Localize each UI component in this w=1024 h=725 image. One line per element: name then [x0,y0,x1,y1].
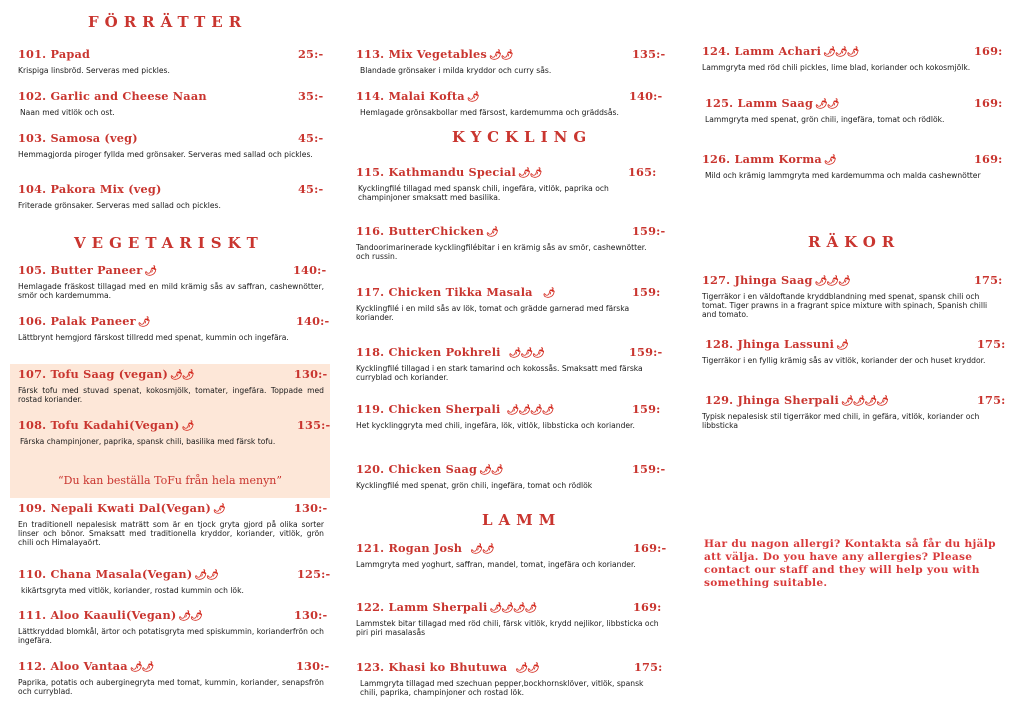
menu-item-128 [702,337,1006,365]
item-price: 175: [634,660,663,674]
item-price: 159: [632,402,661,416]
item-name: 124. Lamm Achari [702,44,822,58]
item-price: 169: [633,600,662,614]
menu-item-126 [702,152,1002,180]
menu-item-115 [356,165,662,202]
item-description: Kycklingfilé tillagad i en stark tamarind och kokossås. Smaksatt med färska curryblad och koriander. [356,364,643,382]
item-price: 125:- [297,567,331,581]
item-name: 121. Rogan Josh [356,541,463,555]
item-name: 104. Pakora Mix (veg) [18,182,162,196]
item-price: 135:- [297,418,331,432]
chili-icon: 🌶 [836,340,848,351]
item-price: 169:- [633,541,667,555]
chili-icon: 🌶🌶🌶🌶 [489,603,537,614]
item-description: Tigerräkor i en väldoftande kryddblandning med spenat, spansk chili och tomat. Tiger prawns in a fragrant spice mixture with spinach, Spanish chilli and tomato. [702,292,988,319]
item-description: Hemmagjorda piroger fyllda med grönsaker. Serveras med sallad och pickles. [18,150,313,159]
item-name: 119. Chicken Sherpali [356,402,501,416]
menu-item-116 [356,224,666,261]
chili-icon: 🌶 [144,266,157,277]
item-price: 135:- [632,47,666,61]
menu-item-127 [702,273,1002,319]
chili-icon: 🌶 [542,288,555,299]
chili-icon: 🌶 [466,92,479,103]
item-name: 112. Aloo Vantaa [18,659,128,673]
menu-item-129 [702,393,1006,430]
menu-item-105 [18,263,326,300]
item-description: Lammgryta med yoghurt, saffran, mandel, tomat, ingefära och koriander. [356,560,636,569]
item-description: Hemlagade grönsakbollar med färsost, kardemumma och gräddsås. [360,108,619,117]
item-name: 101. Papad [18,47,91,61]
menu-item-101 [18,47,326,75]
menu-item-124 [702,44,1002,72]
menu-item-107 [18,367,326,404]
menu-item-121 [356,541,667,569]
menu-item-125 [702,96,1002,124]
chili-icon: 🌶 [137,317,150,328]
chili-icon: 🌶🌶 [470,544,494,555]
chili-icon: 🌶🌶 [194,570,218,581]
item-name: 106. Palak Paneer [18,314,136,328]
item-price: 130:- [294,501,328,515]
chili-icon: 🌶🌶 [489,50,513,61]
menu-item-104 [18,182,326,210]
item-price: 169: [974,44,1003,58]
menu-item-112 [18,659,330,696]
item-name: 127. Jhinga Saag [702,273,813,287]
item-name: 123. Khasi ko Bhutuwa [356,660,508,674]
menu-item-120 [356,462,666,490]
item-description: Mild och krämig lammgryta med kardemumma och malda cashewnötter [705,171,981,180]
item-name: 126. Lamm Korma [702,152,822,166]
item-name: 109. Nepali Kwati Dal(Vegan) [18,501,212,515]
allergy-note: Har du nagon allergi? Kontakta så får du hjälp att välja. Do you have any allergies? Please contact our staff and they will help you with something suitable. [704,538,996,589]
menu-item-108 [18,418,331,446]
item-description: Lammgryta med röd chili pickles, lime blad, koriander och kokosmjölk. [702,63,971,72]
item-description: Kycklingfilé tillagad med spansk chili, ingefära, vitlök, paprika och champinjoner smaksatt med basilika. [358,184,609,202]
item-name: 120. Chicken Saag [356,462,478,476]
menu-item-117 [356,285,662,322]
item-description: Paprika, potatis och auberginegryta med tomat, kummin, koriander, senapsfrön och curryblad. [18,678,324,696]
menu-item-123 [356,660,662,697]
tofu-note: “Du kan beställa ToFu från hela menyn” [58,474,282,487]
item-price: 175: [977,337,1006,351]
item-description: Kycklingfilé med spenat, grön chili, ingefära, tomat och rödlök [356,481,593,490]
item-description: Het kycklinggryta med chili, ingefära, lök, vitlök, libbsticka och koriander. [356,421,635,430]
item-price: 45:- [298,131,324,145]
item-price: 130:- [294,367,328,381]
chili-icon: 🌶🌶 [479,465,503,476]
menu-item-106 [18,314,330,342]
item-price: 140:- [293,263,327,277]
item-name: 111. Aloo Kaauli(Vegan) [18,608,177,622]
item-name: 102. Garlic and Cheese Naan [18,89,207,103]
section-title-kyckling: KYCKLING [452,128,593,146]
item-name: 108. Tofu Kadahi(Vegan) [18,418,180,432]
item-price: 169: [974,152,1003,166]
item-description: Tigerräkor i en fyllig krämig sås av vitlök, koriander der och huset kryddor. [702,356,986,365]
item-price: 159: [632,285,661,299]
menu-item-119 [356,402,662,430]
chili-icon: 🌶🌶🌶🌶 [506,405,554,416]
menu-item-102 [18,89,326,117]
item-price: 140:- [296,314,330,328]
item-description: En traditionell nepalesisk maträtt som är en tjock gryta gjord på olika sorter linser och bönor. Smaksatt med traditionella kryddor, koriander, vitlök, grön chili och Himalayaört. [18,520,324,547]
chili-icon: 🌶🌶🌶🌶 [840,396,888,407]
item-description: Krispiga linsbröd. Serveras med pickles. [18,66,170,75]
chili-icon: 🌶🌶 [129,662,154,673]
chili-icon: 🌶🌶🌶 [814,276,850,287]
section-title-rakor: RÄKOR [808,233,901,251]
item-price: 130:- [294,608,328,622]
item-description: Naan med vitlök och ost. [20,108,115,117]
chili-icon: 🌶🌶 [515,663,539,674]
section-title-lamm: LAMM [482,511,562,529]
item-description: Lammgryta med spenat, grön chili, ingefära, tomat och rödlök. [705,115,945,124]
item-description: Lättbrynt hemgjord färskost tillredd med spenat, kummin och ingefära. [18,333,289,342]
menu-item-113 [356,47,666,75]
menu-item-118 [356,345,662,382]
item-price: 130:- [296,659,330,673]
item-description: Färsk tofu med stuvad spenat, kokosmjölk, tomater, ingefära. Toppade med rostad koriander. [18,386,324,404]
item-name: 122. Lamm Sherpali [356,600,488,614]
item-description: kikärtsgryta med vitlök, koriander, rostad kummin och lök. [21,586,244,595]
chili-icon: 🌶 [213,504,225,515]
item-price: 165: [628,165,657,179]
item-price: 159:- [632,462,666,476]
menu-item-122 [356,600,662,637]
chili-icon: 🌶🌶🌶 [508,348,544,359]
item-name: 114. Malai Kofta [356,89,465,103]
item-name: 129. Jhinga Sherpali [705,393,839,407]
section-title-vegetariskt: VEGETARISKT [74,234,264,252]
chili-icon: 🌶🌶 [178,611,202,622]
item-price: 175: [977,393,1006,407]
item-description: Tandoorimarinerade kycklingfilébitar i en krämig sås av smör, cashewnötter. och russin. [356,243,647,261]
menu-item-114 [356,89,662,117]
menu-item-111 [18,608,326,645]
item-name: 103. Samosa (veg) [18,131,138,145]
item-price: 169: [974,96,1003,110]
chili-icon: 🌶 [181,421,194,432]
item-description: Hemlagade fräskost tillagad med en mild krämig sås av saffran, cashewnötter, smör och kardemumma. [18,282,324,300]
chili-icon: 🌶🌶 [517,168,542,179]
chili-icon: 🌶🌶🌶 [823,47,859,58]
item-name: 113. Mix Vegetables [356,47,487,61]
item-name: 118. Chicken Pokhreli [356,345,501,359]
item-name: 117. Chicken Tikka Masala [356,285,533,299]
item-name: 116. ButterChicken [356,224,484,238]
chili-icon: 🌶 [823,155,836,166]
item-description: Lammstek bitar tillagad med röd chili, färsk vitlök, krydd nejlikor, libbsticka och piri piri masalasås [356,619,659,637]
item-price: 45:- [298,182,324,196]
item-description: Typisk nepalesisk stil tigerräkor med chili, in gefära, vitlök, koriander och libbsticka [702,412,980,430]
item-description: Blandade grönsaker i milda kryddor och curry sås. [360,66,552,75]
item-description: Kycklingfilé i en mild sås av lök, tomat och grädde garnerad med färska koriander. [356,304,630,322]
item-name: 115. Kathmandu Special [356,165,516,179]
item-description: Lammgryta tillagad med szechuan pepper,bockhornsklöver, vitlök, spansk chili, paprika, champinjoner och rostad lök. [360,679,644,697]
item-description: Färska champinjoner, paprika, spansk chili, basilika med färsk tofu. [20,437,276,446]
item-name: 125. Lamm Saag [705,96,814,110]
item-price: 159:- [629,345,663,359]
section-title-forratter: FÖRRÄTTER [88,13,248,31]
menu-item-110 [18,567,331,595]
item-name: 110. Chana Masala(Vegan) [18,567,193,581]
item-price: 175: [974,273,1003,287]
chili-icon: 🌶🌶 [815,99,839,110]
item-price: 159:- [632,224,666,238]
menu-item-103 [18,131,326,159]
item-name: 105. Butter Paneer [18,263,143,277]
menu-item-109 [18,501,326,547]
chili-icon: 🌶🌶 [170,370,194,381]
item-price: 25:- [298,47,324,61]
item-description: Lättkryddad blomkål, ärtor och potatisgryta med spiskummin, korianderfrön och ingefära. [18,627,324,645]
item-name: 107. Tofu Saag (vegan) [18,367,169,381]
chili-icon: 🌶 [486,227,498,238]
item-name: 128. Jhinga Lassuni [705,337,835,351]
item-description: Friterade grönsaker. Serveras med sallad och pickles. [18,201,221,210]
item-price: 140:- [629,89,663,103]
item-price: 35:- [298,89,324,103]
